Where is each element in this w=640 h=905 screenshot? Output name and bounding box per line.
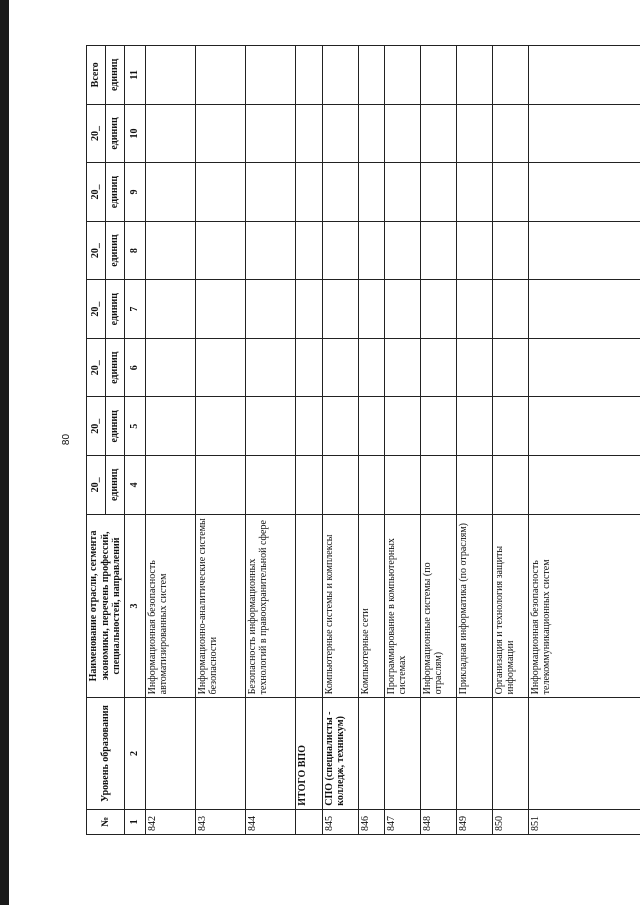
row-name: Компьютерные системы и комплексы — [322, 514, 358, 698]
header-total: Всего — [87, 46, 106, 105]
value-cell — [322, 338, 358, 397]
value-cell — [295, 104, 322, 163]
row-name: Организация и технология защиты информации — [492, 514, 528, 698]
value-cell — [492, 46, 528, 105]
value-cell — [528, 163, 640, 222]
value-cell — [492, 280, 528, 339]
value-cell — [245, 46, 295, 105]
row-num: 845 — [322, 809, 358, 834]
header-year: 20_ — [87, 104, 106, 163]
value-cell — [145, 46, 195, 105]
header-unit: единиц — [105, 46, 124, 105]
value-cell — [245, 104, 295, 163]
value-cell — [384, 221, 420, 280]
value-cell — [295, 397, 322, 456]
value-cell — [456, 104, 492, 163]
header-num: № — [87, 809, 125, 834]
header-name: Наименование отрасли, сегмента экономики, перечень профессий, специальностей, направлений — [87, 514, 125, 698]
header-year: 20_ — [87, 397, 106, 456]
scan-edge — [0, 0, 9, 905]
row-level — [145, 698, 195, 809]
value-cell — [145, 456, 195, 515]
column-number: 3 — [124, 514, 145, 698]
value-cell — [195, 221, 245, 280]
header-row-1 — [87, 46, 106, 835]
value-cell — [384, 163, 420, 222]
value-cell — [420, 280, 456, 339]
value-cell — [322, 280, 358, 339]
value-cell — [420, 456, 456, 515]
row-level — [358, 698, 384, 809]
table-row — [456, 46, 492, 835]
row-num: 849 — [456, 809, 492, 834]
value-cell — [195, 397, 245, 456]
value-cell — [420, 104, 456, 163]
header-unit: единиц — [105, 397, 124, 456]
row-level — [245, 698, 295, 809]
column-number: 9 — [124, 163, 145, 222]
row-num: 844 — [245, 809, 295, 834]
header-unit: единиц — [105, 163, 124, 222]
value-cell — [322, 456, 358, 515]
row-level — [528, 698, 640, 809]
value-cell — [358, 338, 384, 397]
value-cell — [358, 46, 384, 105]
value-cell — [492, 338, 528, 397]
header-unit: единиц — [105, 280, 124, 339]
table-row-total — [295, 46, 322, 835]
value-cell — [384, 397, 420, 456]
value-cell — [195, 163, 245, 222]
value-cell — [528, 280, 640, 339]
row-level — [195, 698, 245, 809]
value-cell — [528, 397, 640, 456]
table-row — [420, 46, 456, 835]
row-name: Информационная безопасность автоматизированных систем — [145, 514, 195, 698]
row-level: ИТОГО ВПО — [295, 698, 322, 809]
value-cell — [145, 221, 195, 280]
value-cell — [322, 397, 358, 456]
value-cell — [295, 46, 322, 105]
table-row — [195, 46, 245, 835]
column-number: 10 — [124, 104, 145, 163]
education-table — [86, 45, 640, 835]
value-cell — [145, 280, 195, 339]
column-number: 2 — [124, 698, 145, 809]
value-cell — [492, 104, 528, 163]
rotated-table-container — [86, 45, 635, 835]
value-cell — [420, 338, 456, 397]
value-cell — [195, 456, 245, 515]
value-cell — [358, 280, 384, 339]
header-year: 20_ — [87, 456, 106, 515]
value-cell — [456, 280, 492, 339]
value-cell — [245, 338, 295, 397]
value-cell — [528, 338, 640, 397]
value-cell — [145, 397, 195, 456]
value-cell — [456, 163, 492, 222]
value-cell — [358, 221, 384, 280]
value-cell — [195, 104, 245, 163]
value-cell — [358, 104, 384, 163]
value-cell — [456, 456, 492, 515]
value-cell — [322, 163, 358, 222]
value-cell — [384, 46, 420, 105]
header-unit: единиц — [105, 338, 124, 397]
table-row — [528, 46, 640, 835]
row-name: Информационные системы (по отраслям) — [420, 514, 456, 698]
value-cell — [295, 338, 322, 397]
column-number: 1 — [124, 809, 145, 834]
value-cell — [528, 456, 640, 515]
row-num — [295, 809, 322, 834]
header-level: Уровень образования — [87, 698, 125, 809]
row-level — [384, 698, 420, 809]
table-row — [145, 46, 195, 835]
row-name: Информационно-аналитические системы безопасности — [195, 514, 245, 698]
header-year: 20_ — [87, 338, 106, 397]
row-name: Информационная безопасность телекоммуникационных систем — [528, 514, 640, 698]
value-cell — [245, 397, 295, 456]
value-cell — [384, 280, 420, 339]
value-cell — [322, 46, 358, 105]
value-cell — [384, 456, 420, 515]
row-name: Прикладная информатика (по отраслям) — [456, 514, 492, 698]
row-num: 851 — [528, 809, 640, 834]
value-cell — [295, 456, 322, 515]
header-year: 20_ — [87, 163, 106, 222]
value-cell — [322, 104, 358, 163]
column-number: 5 — [124, 397, 145, 456]
value-cell — [420, 221, 456, 280]
header-unit: единиц — [105, 221, 124, 280]
row-num: 847 — [384, 809, 420, 834]
value-cell — [456, 221, 492, 280]
value-cell — [456, 46, 492, 105]
value-cell — [245, 456, 295, 515]
value-cell — [492, 397, 528, 456]
row-num: 850 — [492, 809, 528, 834]
value-cell — [322, 221, 358, 280]
value-cell — [492, 163, 528, 222]
value-cell — [358, 456, 384, 515]
column-number-row — [124, 46, 145, 835]
row-name: Компьютерные сети — [358, 514, 384, 698]
value-cell — [145, 163, 195, 222]
row-name — [295, 514, 322, 698]
value-cell — [358, 397, 384, 456]
value-cell — [295, 280, 322, 339]
row-level — [492, 698, 528, 809]
row-num: 842 — [145, 809, 195, 834]
row-level: СПО (специалисты - колледж, техникум) — [322, 698, 358, 809]
value-cell — [384, 338, 420, 397]
column-number: 7 — [124, 280, 145, 339]
row-num: 843 — [195, 809, 245, 834]
value-cell — [145, 338, 195, 397]
header-unit: единиц — [105, 456, 124, 515]
value-cell — [145, 104, 195, 163]
column-number: 4 — [124, 456, 145, 515]
header-year: 20_ — [87, 221, 106, 280]
value-cell — [195, 46, 245, 105]
value-cell — [295, 163, 322, 222]
row-name: Программирование в компьютерных системах — [384, 514, 420, 698]
value-cell — [245, 280, 295, 339]
row-level — [420, 698, 456, 809]
value-cell — [195, 280, 245, 339]
table-row — [492, 46, 528, 835]
value-cell — [456, 338, 492, 397]
value-cell — [528, 221, 640, 280]
table-row — [384, 46, 420, 835]
column-number: 6 — [124, 338, 145, 397]
value-cell — [245, 163, 295, 222]
row-num: 848 — [420, 809, 456, 834]
value-cell — [358, 163, 384, 222]
value-cell — [420, 163, 456, 222]
page-number: 80 — [61, 433, 73, 446]
table-row — [322, 46, 358, 835]
value-cell — [492, 221, 528, 280]
value-cell — [295, 221, 322, 280]
row-level — [456, 698, 492, 809]
value-cell — [384, 104, 420, 163]
column-number: 8 — [124, 221, 145, 280]
table-row — [358, 46, 384, 835]
table-row — [245, 46, 295, 835]
value-cell — [245, 221, 295, 280]
value-cell — [420, 397, 456, 456]
value-cell — [528, 46, 640, 105]
column-number: 11 — [124, 46, 145, 105]
value-cell — [528, 104, 640, 163]
header-unit: единиц — [105, 104, 124, 163]
value-cell — [492, 456, 528, 515]
value-cell — [420, 46, 456, 105]
row-name: Безопасность информационных технологий в правоохранительной сфере — [245, 514, 295, 698]
value-cell — [195, 338, 245, 397]
header-year: 20_ — [87, 280, 106, 339]
value-cell — [456, 397, 492, 456]
row-num: 846 — [358, 809, 384, 834]
